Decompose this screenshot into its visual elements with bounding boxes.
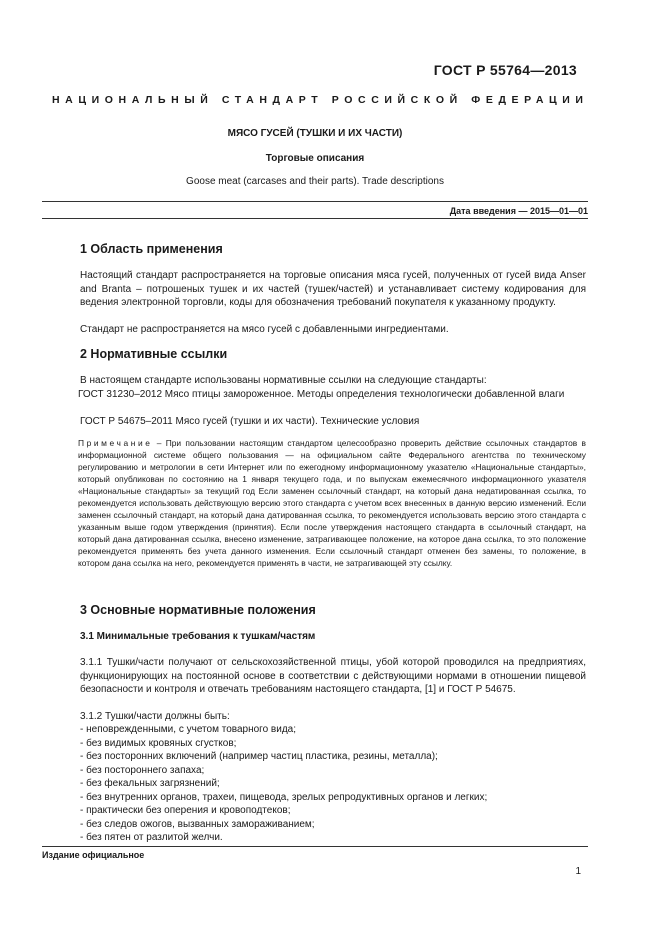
reference-gost-r-54675: ГОСТ Р 54675–2011 Мясо гусей (тушки и их части). Технические условия [80, 416, 420, 427]
page-number: 1 [575, 866, 581, 877]
section-1-paragraph-1-text: Настоящий стандарт распространяется на торговые описания мяса гусей, полученных от гусей вида Anser and Branta – потрошеных тушек и их частей (тушек/частей) и устанавливает систему кодирования для ведения электронной торговли, коды для обозначения требований покупателя к указанному продукту. [80, 270, 586, 308]
clause-3-1-2: 3.1.2 Тушки/части должны быть: [80, 711, 230, 722]
gost-number: ГОСТ Р 55764—2013 [433, 62, 577, 78]
section-1-heading: 1 Область применения [80, 242, 223, 256]
subsection-3-1-heading: 3.1 Минимальные требования к тушкам/частям [80, 631, 316, 642]
section-3-heading: 3 Основные нормативные положения [80, 603, 316, 617]
list-item: - без постороннего запаха; [80, 764, 205, 776]
footer-divider [42, 846, 588, 847]
document-subtitle: Торговые описания [265, 153, 365, 164]
section-2-heading: 2 Нормативные ссылки [80, 347, 228, 361]
header-divider-top [42, 201, 588, 202]
requirements-list [80, 723, 586, 845]
note-label: Примечание [78, 438, 153, 448]
header-divider-bottom [42, 218, 588, 219]
section-1-paragraph-2: Стандарт не распространяется на мясо гусей с добавленными ингредиентами. [80, 324, 449, 335]
section-1-paragraph-1 [80, 269, 586, 310]
intro-date: Дата введения — 2015—01—01 [449, 206, 588, 216]
note-block [78, 437, 586, 569]
clause-3-1-1: 3.1.1 Тушки/части получают от сельскохозяйственной птицы, убой которой проводился на предприятиях, функционирующих на постоянной основе в соответствии с действующими нормами в отношении пищевой безопасности и контроля и отвечать требованиям настоящего стандарта, [1] и ГОСТ Р 54675. [80, 657, 586, 695]
list-item: - без следов ожогов, вызванных замораживанием; [80, 818, 315, 830]
list-item: - без посторонних включений (например частиц пластика, резины, металла); [80, 751, 438, 762]
document-title-english: Goose meat (carcases and their parts). Trade descriptions [186, 176, 444, 187]
official-edition-label: Издание официальное [42, 850, 145, 860]
list-item: - без внутренних органов, трахеи, пищевода, зрелых репродуктивных органов и легких; [80, 791, 488, 803]
list-item: - практически без оперения и кровоподтеков; [80, 805, 291, 816]
document-title: МЯСО ГУСЕЙ (ТУШКИ И ИХ ЧАСТИ) [227, 128, 403, 139]
list-item: - без видимых кровяных сгустков; [80, 737, 237, 749]
list-item: - без фекальных загрязнений; [80, 778, 220, 789]
note-text: – При пользовании настоящим стандартом целесообразно проверить действие ссылочных стандартов в информационной системе общего пользования — на официальном сайте Федерального агентства по техническому регулированию и метрологии в сети Интернет или по ежегодному информационному указателю «Национальные стандарты», который опубликован по состоянию на 1 января текущего года, и по выпускам ежемесячного информационного указателя «Национальные стандарты» за текущий год Если заменен ссылочный стандарт, на который дана недатированная ссылка, то рекомендуется использовать действующую версию этого стандарта с учетом всех внесенных в данную версию изменений. Если заменен ссылочный стандарт, на который дана датированная ссылка, то рекомендуется использовать версию этого стандарта с указанным выше годом утверждения (принятия). Если после утверждения настоящего стандарта в ссылочный стандарт, на который дана датированная ссылка, внесено изменение, затрагивающее положение, на которое дана ссылка, то это положение рекомендуется применять без учета данного изменения. Если ссылочный стандарт отменен без замены, то положение, в котором дана ссылка на него, рекомендуется применять в части, не затрагивающей эту ссылку. [78, 438, 586, 568]
reference-gost-31230: ГОСТ 31230–2012 Мясо птицы замороженное. Методы определения технологически добавленной влаги [78, 389, 565, 400]
section-2-intro: В настоящем стандарте использованы нормативные ссылки на следующие стандарты: [80, 375, 487, 386]
list-item: - неповрежденными, с учетом товарного вида; [80, 724, 297, 735]
national-standard-banner: НАЦИОНАЛЬНЫЙ СТАНДАРТ РОССИЙСКОЙ ФЕДЕРАЦИИ [52, 94, 589, 106]
list-item: - без пятен от разлитой желчи. [80, 832, 223, 843]
